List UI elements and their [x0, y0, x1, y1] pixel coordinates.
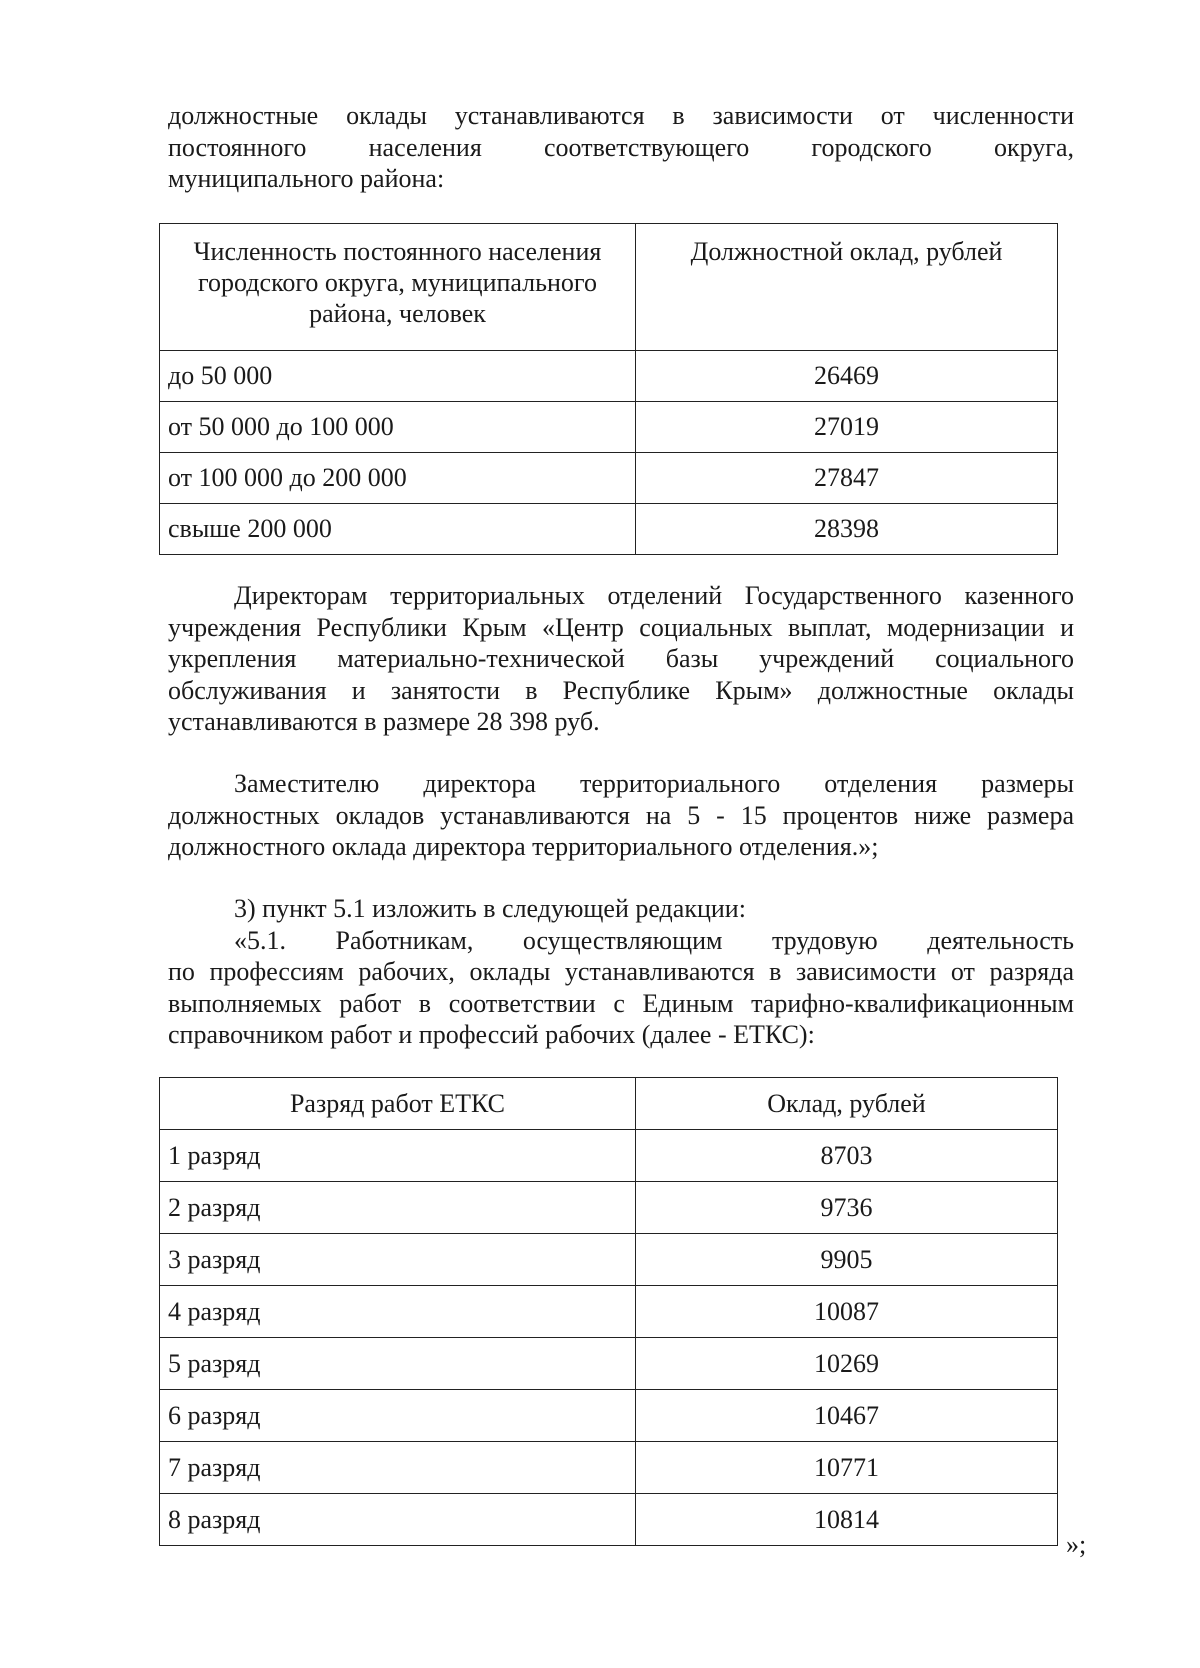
grade-label: 3 разряд — [160, 1234, 636, 1286]
table-row — [160, 1234, 1058, 1286]
salary-value: 28398 — [636, 504, 1058, 555]
directors-line-1: Директорам территориальных отделений Государственного казенного — [234, 581, 1074, 610]
salary-value: 8703 — [636, 1130, 1058, 1182]
table-row — [160, 1390, 1058, 1442]
grade-label: 5 разряд — [160, 1338, 636, 1390]
salary-value: 10771 — [636, 1442, 1058, 1494]
table-header-row — [160, 1078, 1058, 1130]
grade-label: 6 разряд — [160, 1390, 636, 1442]
table-row — [160, 1182, 1058, 1234]
directors-line-3: укрепления материально-технической базы учреждений социального — [168, 644, 1074, 673]
salary-value: 9736 — [636, 1182, 1058, 1234]
table-row — [160, 1494, 1058, 1546]
closing-quote-mark: »; — [1066, 1530, 1087, 1559]
point-line-5: справочником работ и профессий рабочих (далее - ЕТКС): — [168, 1020, 815, 1049]
intro-line-1: должностные оклады устанавливаются в зависимости от численности — [168, 101, 1074, 130]
population-range: от 50 000 до 100 000 — [160, 402, 636, 453]
point-line-4: выполняемых работ в соответствии с Единым тарифно-квалификационным — [168, 988, 1074, 1018]
header-population: Численность постоянного населения городского округа, муниципального района, человек — [160, 224, 636, 351]
header-salary: Оклад, рублей — [636, 1078, 1058, 1130]
point-paragraph — [168, 893, 1074, 1051]
deputy-line-1: Заместителю директора территориального отделения размеры — [234, 769, 1074, 798]
etks-grade-table — [159, 1077, 1058, 1546]
deputy-paragraph — [168, 768, 1074, 863]
population-range: до 50 000 — [160, 351, 636, 402]
table-row — [160, 1286, 1058, 1338]
directors-line-4: обслуживания и занятости в Республике Крым» должностные оклады — [168, 675, 1074, 705]
table-header-row — [160, 224, 1058, 351]
intro-line-2: постоянного населения соответствующего городского округа, — [168, 132, 1074, 162]
grade-label: 4 разряд — [160, 1286, 636, 1338]
grade-label: 1 разряд — [160, 1130, 636, 1182]
table-row — [160, 1338, 1058, 1390]
salary-value: 10467 — [636, 1390, 1058, 1442]
grade-label: 8 разряд — [160, 1494, 636, 1546]
header-grade: Разряд работ ЕТКС — [160, 1078, 636, 1130]
deputy-line-3: должностного оклада директора территориального отделения.»; — [168, 832, 879, 861]
directors-line-5: устанавливаются в размере 28 398 руб. — [168, 707, 600, 736]
table-row — [160, 504, 1058, 555]
header-salary: Должностной оклад, рублей — [636, 224, 1058, 351]
table-row — [160, 351, 1058, 402]
grade-label: 2 разряд — [160, 1182, 636, 1234]
directors-paragraph — [168, 580, 1074, 738]
point-line-1: 3) пункт 5.1 изложить в следующей редакции: — [234, 894, 746, 923]
table-row — [160, 1442, 1058, 1494]
salary-value: 26469 — [636, 351, 1058, 402]
directors-line-2: учреждения Республики Крым «Центр социальных выплат, модернизации и — [168, 612, 1074, 642]
grade-label: 7 разряд — [160, 1442, 636, 1494]
table-row — [160, 402, 1058, 453]
salary-value: 27847 — [636, 453, 1058, 504]
salary-value: 27019 — [636, 402, 1058, 453]
point-line-3: по профессиям рабочих, оклады устанавливаются в зависимости от разряда — [168, 957, 1074, 986]
intro-line-3: муниципального района: — [168, 164, 445, 193]
salary-value: 10269 — [636, 1338, 1058, 1390]
deputy-line-2: должностных окладов устанавливаются на 5 - 15 процентов ниже размера — [168, 800, 1074, 830]
salary-value: 9905 — [636, 1234, 1058, 1286]
population-range: свыше 200 000 — [160, 504, 636, 555]
population-range: от 100 000 до 200 000 — [160, 453, 636, 504]
population-salary-table — [159, 223, 1058, 555]
salary-value: 10814 — [636, 1494, 1058, 1546]
salary-value: 10087 — [636, 1286, 1058, 1338]
intro-paragraph — [168, 100, 1074, 195]
table-row — [160, 453, 1058, 504]
point-line-2: «5.1. Работникам, осуществляющим трудовую деятельность — [234, 925, 1074, 955]
table-row — [160, 1130, 1058, 1182]
